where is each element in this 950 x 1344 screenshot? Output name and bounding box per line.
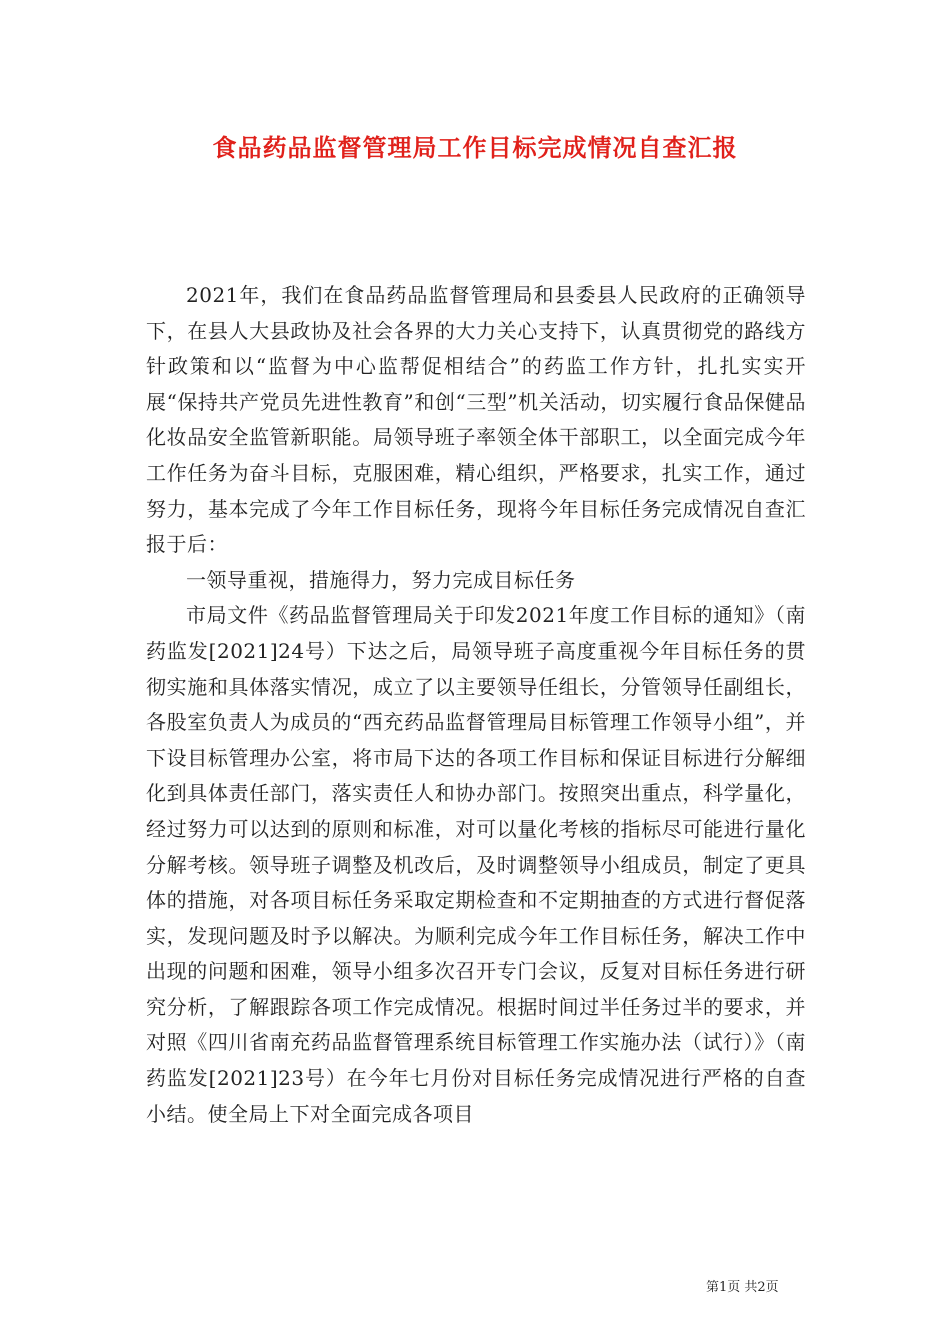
document-body [146,278,806,1132]
page-footer: 第1页 共2页 [706,1280,779,1295]
paragraph-intro: 2021年，我们在食品药品监督管理局和县委县人民政府的正确领导下，在县人大县政协及社会各界的大力关心支持下，认真贯彻党的路线方针政策和以“监督为中心监帮促相结合”的药监工作方针，扎扎实实开展“保持共产党员先进性教育”和创“三型”机关活动，切实履行食品保健品化妆品安全监管新职能。局领导班子率领全体干部职工，以全面完成今年工作任务为奋斗目标，克服困难，精心组织，严格要求，扎实工作，通过努力，基本完成了今年工作目标任务，现将今年目标任务完成情况自查汇报于后： [146,283,806,557]
document-title: 食品药品监督管理局工作目标完成情况自查汇报 [212,133,738,162]
paragraph-section-1: 市局文件《药品监督管理局关于印发2021年度工作目标的通知》（南药监发[2021]24号）下达之后，局领导班子高度重视今年目标任务的贯彻实施和具体落实情况，成立了以主要领导任组长，分管领导任副组长，各股室负责人为成员的“西充药品监督管理局目标管理工作领导小组”，并下设目标管理办公室，将市局下达的各项工作目标和保证目标进行分解细化到具体责任部门，落实责任人和协办部门。按照突出重点，科学量化，经过努力可以达到的原则和标准，对可以量化考核的指标尽可能进行量化分解考核。领导班子调整及机改后，及时调整领导小组成员，制定了更具体的措施，对各项目标任务采取定期检查和不定期抽查的方式进行督促落实，发现问题及时予以解决。为顺利完成今年工作目标任务，解决工作中出现的问题和困难，领导小组多次召开专门会议，反复对目标任务进行研究分析，了解跟踪各项工作完成情况。根据时间过半任务过半的要求，并对照《四川省南充药品监督管理系统目标管理工作实施办法（试行）》（南药监发[2021]23号）在今年七月份对目标任务完成情况进行严格的自查小结。使全局上下对全面完成各项目 [146,603,806,1126]
section-heading: 一领导重视，措施得力，努力完成目标任务 [186,567,576,592]
